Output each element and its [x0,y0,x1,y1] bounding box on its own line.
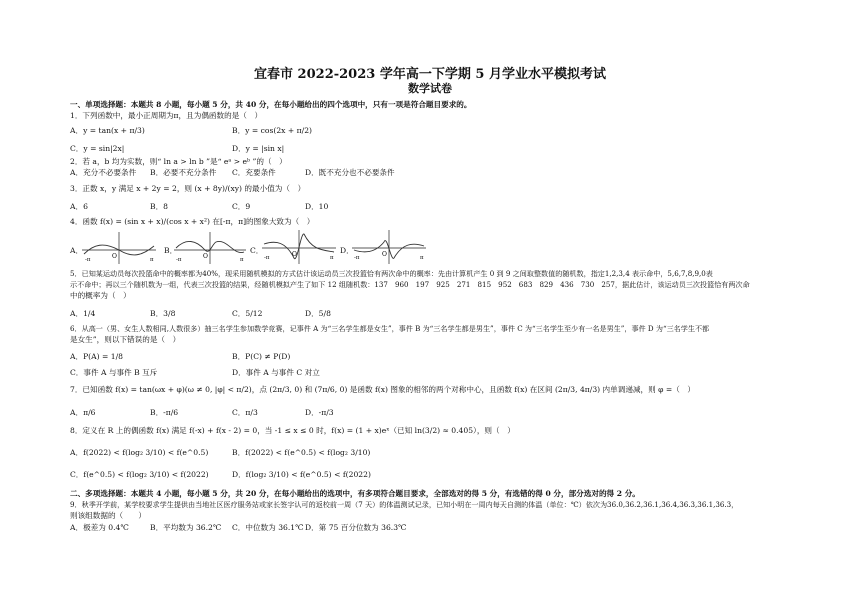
exam-subtitle: 数学试卷 [408,82,452,95]
q4-option-d: D． [340,246,354,255]
section-2-heading: 二、多项选择题：本题共 4 小题，每小题 5 分，共 20 分，在每小题给出的选项中，有多项符合题目要求，全部选对的得 5 分，有选错的得 0 分，部分选对的得 2 分。 [70,489,640,498]
q4d-axis-left: -π [354,255,360,261]
q1-option-a: A．y = tan(x + π/3) [70,126,145,135]
q8-option-c: C．f(e^0.5) < f(log₂ 3/10) < f(2022) [70,470,209,479]
q6-option-b: B．P(C) ≠ P(D) [232,352,291,361]
q5-line-3: 中的概率为（ ） [70,291,131,300]
q9-option-a: A．极差为 0.4℃ [70,523,129,532]
q7-option-a: A．π/6 [70,408,96,417]
q9-line-2: 则该组数据的（ ） [70,511,146,520]
q4-graph-b [172,230,248,266]
q4b-axis-left: -π [176,257,182,263]
q7-option-b: B．-π/6 [150,408,179,417]
q4a-axis-left: -π [85,257,91,263]
q4c-origin: O [292,251,297,258]
q7-option-c: C．π/3 [232,408,258,417]
q9-option-d: D．第 75 百分位数为 36.3℃ [305,523,407,532]
q4-option-c: C． [250,246,264,255]
q3-option-d: D．10 [305,202,329,211]
q4c-axis-left: -π [264,255,270,261]
q6-option-d: D．事件 A 与事件 C 对立 [232,368,320,377]
q6-option-c: C．事件 A 与事件 B 互斥 [70,368,158,377]
q8-option-b: B．f(2022) < f(e^0.5) < f(log₂ 3/10) [232,448,371,457]
q1-option-b: B．y = cos(2x + π/2) [232,126,312,135]
q5-option-a: A．1/4 [70,309,96,318]
q4d-axis-right: π [420,255,424,261]
q7-stem: 7．已知函数 f(x) = tan(ωx + φ)(ω ≠ 0, |φ| < π/2)，点 (2π/3, 0) 和 (7π/6, 0) 是函数 f(x) 图象的相邻的两个对称中心，且函数 f(x) 在区间 (2π/3, 4π/3) 内单调递减，则 φ =（ ） [70,385,696,394]
q6-option-a: A．P(A) = 1/8 [70,352,124,361]
q4b-axis-right: π [240,257,244,263]
q2-option-c: C．充要条件 [232,168,276,177]
q8-stem: 8．定义在 R 上的偶函数 f(x) 满足 f(-x) + f(x - 2) = 0，当 -1 ≤ x ≤ 0 时，f(x) = (1 + x)eˣ（已知 ln(3/2) ≈ 0.405），则（ ） [70,426,515,435]
q5-line-2: 示不命中；再以三个随机数为一组，代表三次投篮的结果，经随机模拟产生了如下 12 组随机数：137 960 197 925 271 815 952 683 829 436 730 257，据此估计，该运动员三次投篮恰有两次命 [70,280,750,289]
q8-option-a: A．f(2022) < f(log₂ 3/10) < f(e^0.5) [70,448,209,457]
q7-option-d: D．-π/3 [305,408,334,417]
q1-stem: 1．下列函数中，最小正周期为π，且为偶函数的是（ ） [70,111,263,120]
q2-option-a: A．充分不必要条件 [70,168,137,177]
q5-option-d: D．5/8 [305,309,331,318]
q5-line-1: 5．已知某运动员每次投篮命中的概率都为40%，现采用随机模拟的方式估计该运动员三次投篮恰有两次命中的概率：先由计算机产生 0 到 9 之间取整数值的随机数，指定1,2,3,4 表示命中，5,6,7,8,9,0表 [70,269,713,278]
q1-option-d: D．y = |sin x| [232,144,285,153]
q3-option-a: A．6 [70,202,88,211]
q4-graph-d [350,228,428,266]
q2-option-b: B．必要不充分条件 [150,168,217,177]
q8-option-d: D．f(log₂ 3/10) < f(e^0.5) < f(2022) [232,470,371,479]
q4-option-a: A． [70,246,84,255]
q4b-origin: O [203,253,208,260]
q4-stem: 4．函数 f(x) = (sin x + x)/(cos x + x²) 在[-π，π]的图象大致为（ ） [70,217,315,226]
q4-option-b: B． [164,246,178,255]
q5-option-c: C．5/12 [232,309,263,318]
q4c-axis-right: π [330,255,334,261]
exam-title: 宜春市 2022-2023 学年高一下学期 5 月学业水平模拟考试 [254,67,606,82]
q3-stem: 3．正数 x，y 满足 x + 2y = 2，则 (x + 8y)/(xy) 的最小值为（ ） [70,184,306,193]
q9-option-b: B．平均数为 36.2℃ [150,523,222,532]
q9-line-1: 9．秋季开学前，某学校要求学生提供由当地社区医疗服务站或家长签字认可的返校前一周（7 天）的体温测试记录，已知小明在一周内每天自测的体温（单位：℃）依次为36.0,36.2,36.1,36.4,36.3,36.1,36.3， [70,500,739,509]
q4d-origin: O [382,251,387,258]
q6-line-1: 6．从高一（男、女生人数相同,人数很多）抽三名学生参加数学竞赛，记事件 A 为“三名学生都是女生”，事件 B 为“三名学生都是男生”，事件 C 为“三名学生至少有一名是男生”，事件 D 为“三名学生不都 [70,324,710,333]
q2-option-d: D．既不充分也不必要条件 [305,168,395,177]
q3-option-b: B．8 [150,202,169,211]
q5-option-b: B．3/8 [150,309,176,318]
q4a-axis-right: π [150,257,154,263]
q4-graph-a [80,230,158,266]
q3-option-c: C．9 [232,202,251,211]
q9-option-c: C．中位数为 36.1℃ [232,523,304,532]
q1-option-c: C．y = sin|2x| [70,144,125,153]
q4-graph-c [260,228,338,266]
q6-line-2: 是女生”，则以下错误的是（ ） [70,335,181,344]
q2-stem: 2．若 a，b 均为实数，则“ ln a > ln b ”是“ eᵃ > eᵇ ”的（ ） [70,157,287,166]
section-1-heading: 一、单项选择题：本题共 8 小题，每小题 5 分，共 40 分，在每小题给出的四个选项中，只有一项是符合题目要求的。 [70,100,472,109]
q4a-origin: O [112,253,117,260]
